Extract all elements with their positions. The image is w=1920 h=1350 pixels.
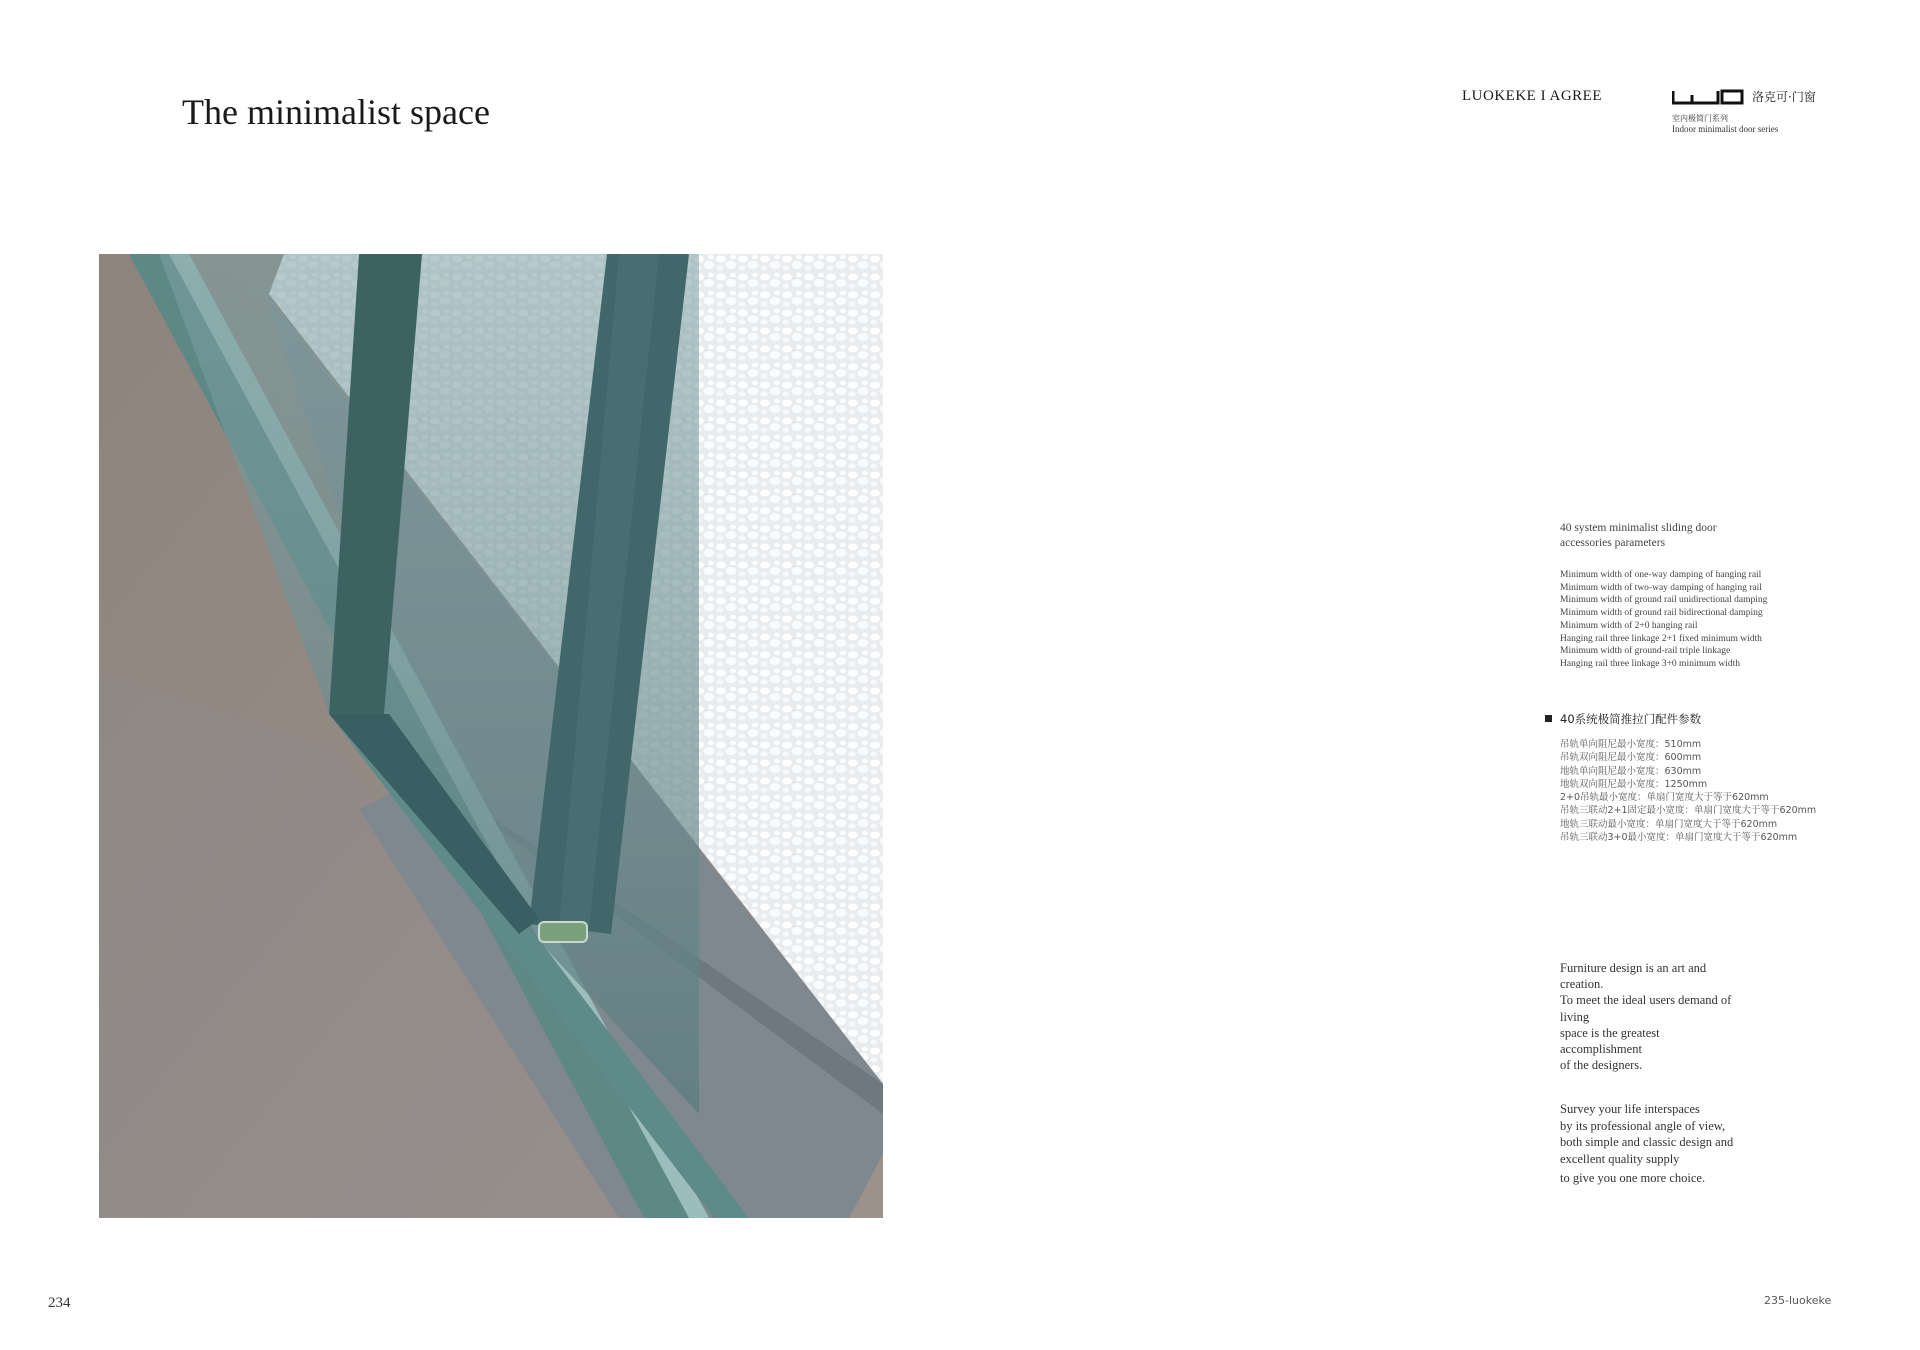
paragraph-line: space is the greatest [1560, 1025, 1660, 1040]
paragraph-line: Furniture design is an art and [1560, 961, 1707, 975]
param-item-cn: 吊轨三联动2+1固定最小宽度：单扇门宽度大于等于620mm [1560, 805, 1817, 817]
page-title: The minimalist space [182, 92, 490, 132]
brand-logo [1672, 88, 1832, 106]
page-number-left: 234 [48, 1295, 71, 1311]
param-item: Minimum width of 2+0 hanging rail [1560, 620, 1698, 631]
param-item-cn: 地轨双向阻尼最小宽度：1250mm [1560, 778, 1708, 790]
params-chinese-heading-text: 40系统极简推拉门配件参数 [1560, 712, 1702, 726]
params-title-line: 40 system minimalist sliding door [1560, 522, 1717, 534]
param-item: Minimum width of one-way damping of hanging rail [1560, 570, 1762, 580]
square-bullet-icon [1545, 715, 1552, 722]
sliding-door-illustration [99, 254, 883, 1218]
params-chinese-heading [1545, 711, 1701, 727]
paragraph-line: Survey your life interspaces [1560, 1102, 1700, 1116]
paragraph-line: To meet the ideal users demand of [1560, 993, 1732, 1008]
survey-paragraph [1560, 1101, 1733, 1187]
param-item-cn: 吊轨单向阻尼最小宽度：510mm [1560, 739, 1702, 750]
paragraph-line: by its professional angle of view, [1560, 1118, 1726, 1133]
param-item: Minimum width of two-way damping of hanging rail [1560, 582, 1762, 593]
params-title-line: accessories parameters [1560, 537, 1666, 549]
logo-mark-icon [1672, 88, 1744, 106]
series-chinese: 室内极简门系列 [1672, 114, 1728, 123]
param-item: Hanging rail three linkage 3+0 minimum width [1560, 658, 1741, 669]
design-paragraph [1560, 960, 1731, 1073]
param-item-cn: 吊轨双向阻尼最小宽度：600mm [1560, 752, 1702, 764]
param-item-cn: 吊轨三联动3+0最小宽度：单扇门宽度大于等于620mm [1560, 832, 1798, 844]
param-item: Hanging rail three linkage 2+1 fixed minimum width [1560, 633, 1762, 644]
page-number-right: 235-luokeke [1764, 1294, 1832, 1307]
param-item-cn: 地轨三联动最小宽度：单扇门宽度大于等于620mm [1560, 818, 1778, 830]
params-english-list [1560, 569, 1767, 671]
logo-chinese-text: 洛克可·门窗 [1752, 90, 1816, 104]
paragraph-line: excellent quality supply [1560, 1151, 1680, 1166]
sliding-door-photo [99, 254, 883, 1218]
params-title [1560, 521, 1717, 551]
param-item-cn: 地轨单向阻尼最小宽度：630mm [1560, 765, 1702, 777]
paragraph-line: living [1560, 1009, 1590, 1024]
brand-name: LUOKEKE I AGREE [1462, 88, 1602, 104]
paragraph-line: accomplishment [1560, 1042, 1642, 1057]
paragraph-line: both simple and classic design and [1560, 1135, 1734, 1149]
paragraph-line: of the designers. [1560, 1058, 1643, 1073]
param-item: Minimum width of ground rail unidirectional damping [1560, 595, 1768, 606]
param-item: Minimum width of ground-rail triple linkage [1560, 646, 1731, 657]
series-english: Indoor minimalist door series [1672, 124, 1779, 134]
paragraph-line: creation. [1560, 977, 1604, 992]
param-item-cn: 2+0吊轨最小宽度：单扇门宽度大于等于620mm [1560, 792, 1769, 804]
paragraph-line: to give you one more choice. [1560, 1171, 1706, 1185]
param-item: Minimum width of ground rail bidirectional damping [1560, 608, 1763, 619]
params-chinese-list [1560, 738, 1816, 844]
